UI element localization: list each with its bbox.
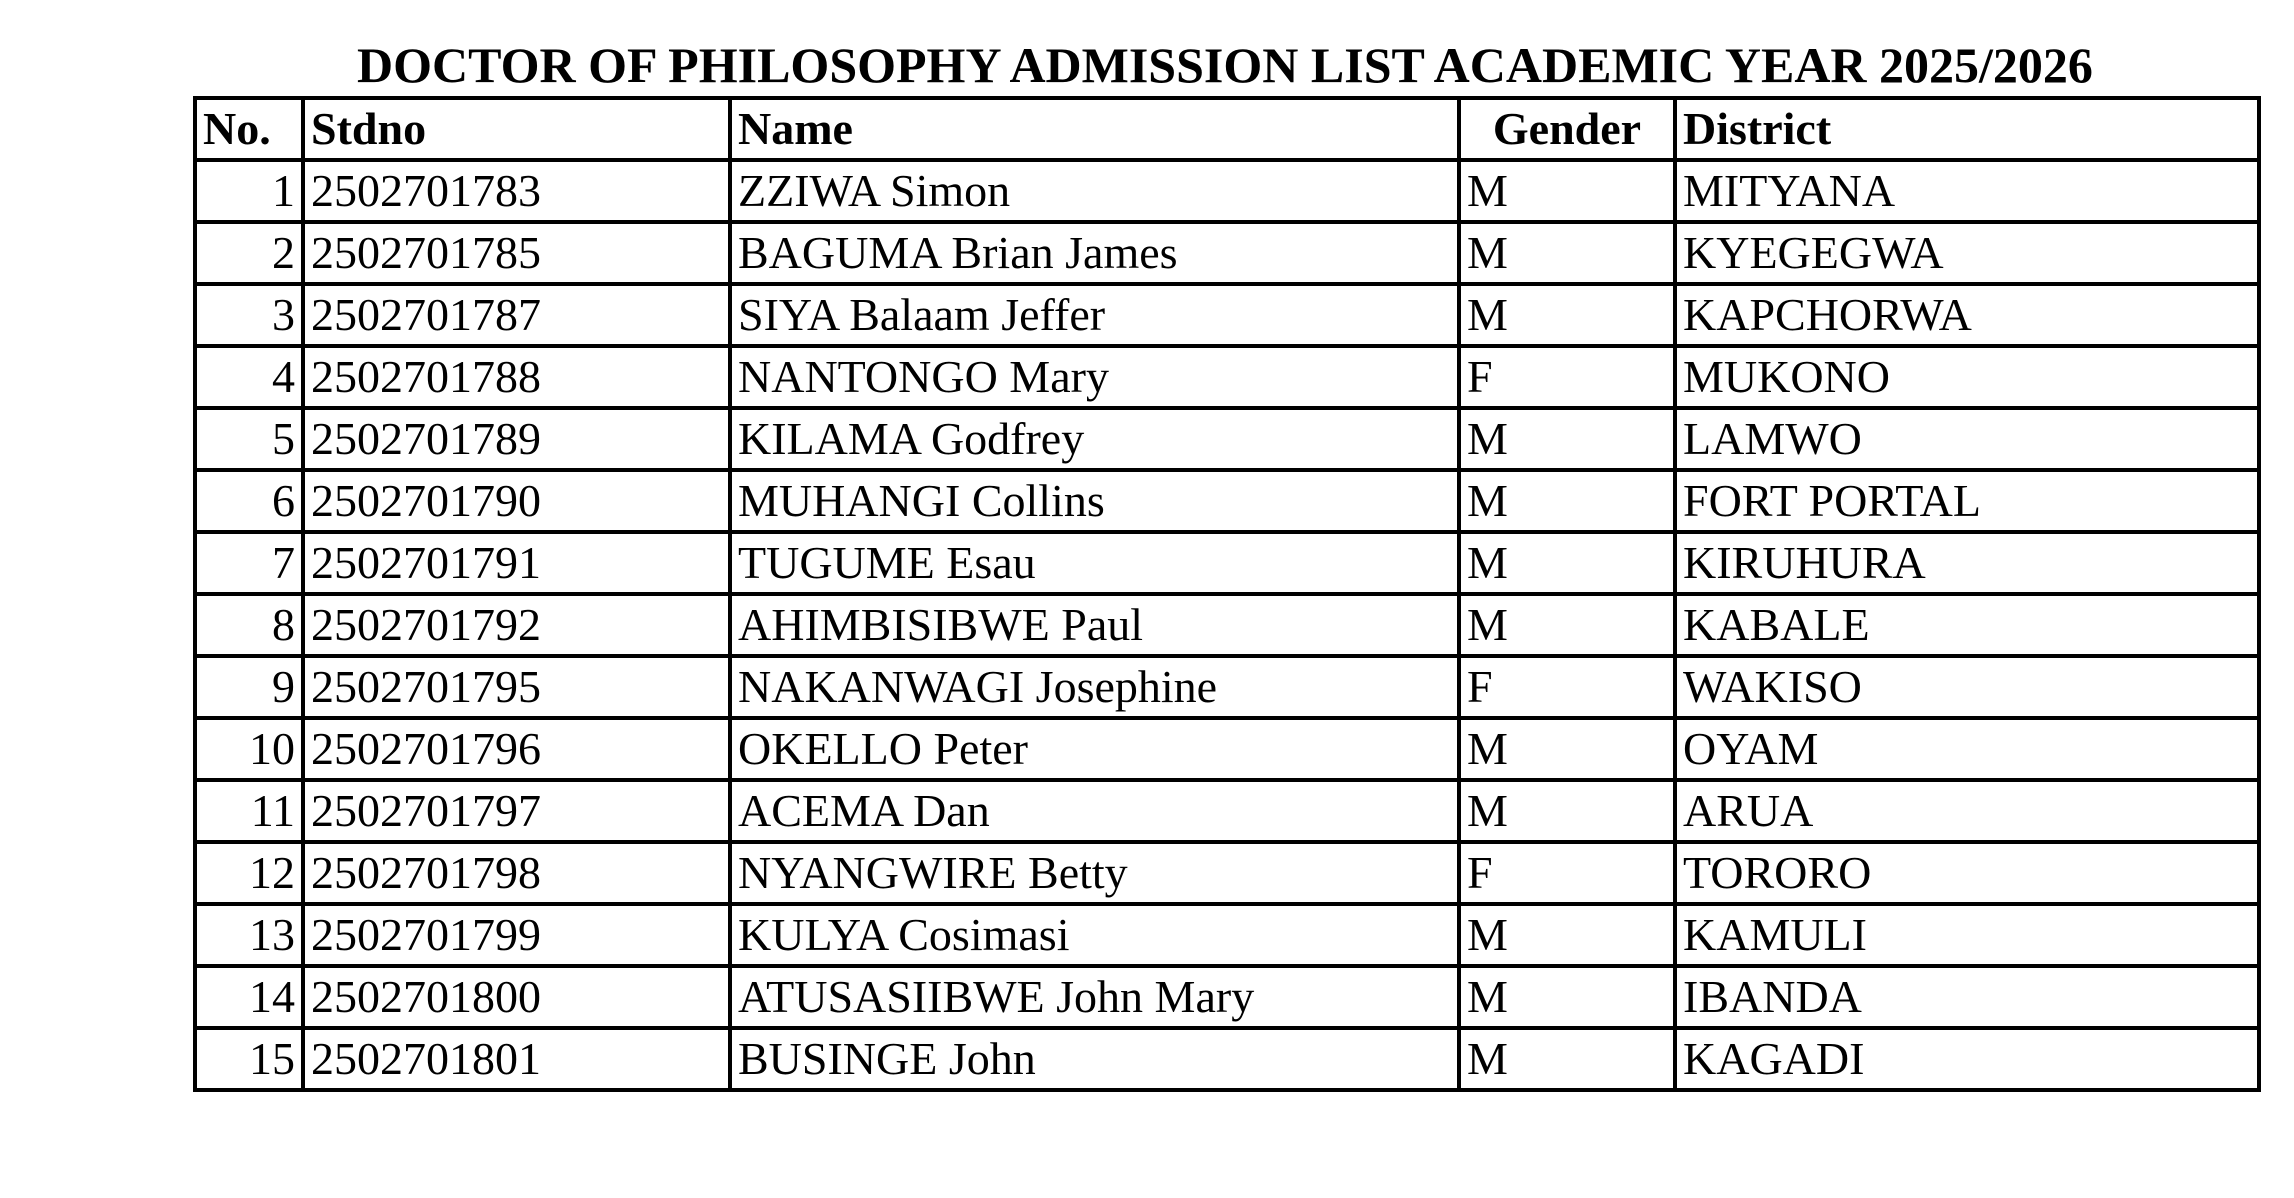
- cell-district: KABALE: [1675, 594, 2259, 656]
- cell-district: KYEGEGWA: [1675, 222, 2259, 284]
- table-row: [195, 284, 2259, 346]
- header-gender: Gender: [1459, 98, 1675, 160]
- document-title: DOCTOR OF PHILOSOPHY ADMISSION LIST ACADEMIC YEAR 2025/2026: [357, 37, 2093, 93]
- cell-stdno: 2502701789: [303, 408, 730, 470]
- table-row: [195, 656, 2259, 718]
- table-row: [195, 1028, 2259, 1090]
- table-header: [195, 98, 2259, 160]
- cell-district: OYAM: [1675, 718, 2259, 780]
- cell-district: TORORO: [1675, 842, 2259, 904]
- cell-stdno: 2502701800: [303, 966, 730, 1028]
- cell-name: NANTONGO Mary: [730, 346, 1459, 408]
- cell-gender: M: [1459, 222, 1675, 284]
- cell-name: KILAMA Godfrey: [730, 408, 1459, 470]
- table-row: [195, 532, 2259, 594]
- cell-no: 9: [195, 656, 303, 718]
- table-row: [195, 780, 2259, 842]
- header-name: Name: [730, 98, 1459, 160]
- cell-no: 3: [195, 284, 303, 346]
- cell-stdno: 2502701796: [303, 718, 730, 780]
- cell-stdno: 2502701790: [303, 470, 730, 532]
- cell-no: 11: [195, 780, 303, 842]
- cell-gender: F: [1459, 842, 1675, 904]
- cell-name: SIYA Balaam Jeffer: [730, 284, 1459, 346]
- cell-district: ARUA: [1675, 780, 2259, 842]
- cell-stdno: 2502701791: [303, 532, 730, 594]
- cell-no: 14: [195, 966, 303, 1028]
- cell-gender: M: [1459, 594, 1675, 656]
- cell-name: BUSINGE John: [730, 1028, 1459, 1090]
- cell-district: KIRUHURA: [1675, 532, 2259, 594]
- cell-name: NYANGWIRE Betty: [730, 842, 1459, 904]
- cell-stdno: 2502701798: [303, 842, 730, 904]
- cell-name: TUGUME Esau: [730, 532, 1459, 594]
- table-row: [195, 718, 2259, 780]
- cell-no: 7: [195, 532, 303, 594]
- table-row: [195, 470, 2259, 532]
- cell-district: LAMWO: [1675, 408, 2259, 470]
- cell-district: KAMULI: [1675, 904, 2259, 966]
- table-row: [195, 408, 2259, 470]
- header-row: [195, 98, 2259, 160]
- cell-gender: M: [1459, 780, 1675, 842]
- cell-name: AHIMBISIBWE Paul: [730, 594, 1459, 656]
- table-row: [195, 842, 2259, 904]
- cell-stdno: 2502701797: [303, 780, 730, 842]
- cell-no: 1: [195, 160, 303, 222]
- cell-no: 4: [195, 346, 303, 408]
- table-row: [195, 346, 2259, 408]
- cell-stdno: 2502701799: [303, 904, 730, 966]
- cell-no: 2: [195, 222, 303, 284]
- cell-district: WAKISO: [1675, 656, 2259, 718]
- cell-gender: F: [1459, 656, 1675, 718]
- cell-district: MITYANA: [1675, 160, 2259, 222]
- cell-name: KULYA Cosimasi: [730, 904, 1459, 966]
- header-no: No.: [195, 98, 303, 160]
- cell-no: 5: [195, 408, 303, 470]
- cell-no: 10: [195, 718, 303, 780]
- cell-stdno: 2502701801: [303, 1028, 730, 1090]
- table-body: [195, 160, 2259, 1090]
- cell-district: MUKONO: [1675, 346, 2259, 408]
- cell-name: MUHANGI Collins: [730, 470, 1459, 532]
- cell-name: NAKANWAGI Josephine: [730, 656, 1459, 718]
- cell-district: KAPCHORWA: [1675, 284, 2259, 346]
- cell-name: BAGUMA Brian James: [730, 222, 1459, 284]
- cell-gender: M: [1459, 966, 1675, 1028]
- admission-table: [193, 96, 2261, 1092]
- cell-district: KAGADI: [1675, 1028, 2259, 1090]
- table-row: [195, 160, 2259, 222]
- cell-gender: M: [1459, 408, 1675, 470]
- cell-name: ACEMA Dan: [730, 780, 1459, 842]
- cell-stdno: 2502701788: [303, 346, 730, 408]
- cell-gender: F: [1459, 346, 1675, 408]
- cell-district: IBANDA: [1675, 966, 2259, 1028]
- table-row: [195, 966, 2259, 1028]
- cell-name: ZZIWA Simon: [730, 160, 1459, 222]
- table-row: [195, 594, 2259, 656]
- cell-no: 15: [195, 1028, 303, 1090]
- cell-stdno: 2502701783: [303, 160, 730, 222]
- cell-district: FORT PORTAL: [1675, 470, 2259, 532]
- table-row: [195, 222, 2259, 284]
- cell-gender: M: [1459, 1028, 1675, 1090]
- cell-stdno: 2502701785: [303, 222, 730, 284]
- cell-stdno: 2502701787: [303, 284, 730, 346]
- cell-no: 12: [195, 842, 303, 904]
- cell-no: 6: [195, 470, 303, 532]
- cell-name: OKELLO Peter: [730, 718, 1459, 780]
- cell-stdno: 2502701792: [303, 594, 730, 656]
- table-row: [195, 904, 2259, 966]
- header-district: District: [1675, 98, 2259, 160]
- cell-gender: M: [1459, 532, 1675, 594]
- header-stdno: Stdno: [303, 98, 730, 160]
- cell-gender: M: [1459, 470, 1675, 532]
- cell-name: ATUSASIIBWE John Mary: [730, 966, 1459, 1028]
- cell-gender: M: [1459, 284, 1675, 346]
- cell-gender: M: [1459, 904, 1675, 966]
- cell-no: 13: [195, 904, 303, 966]
- cell-stdno: 2502701795: [303, 656, 730, 718]
- cell-gender: M: [1459, 718, 1675, 780]
- cell-gender: M: [1459, 160, 1675, 222]
- cell-no: 8: [195, 594, 303, 656]
